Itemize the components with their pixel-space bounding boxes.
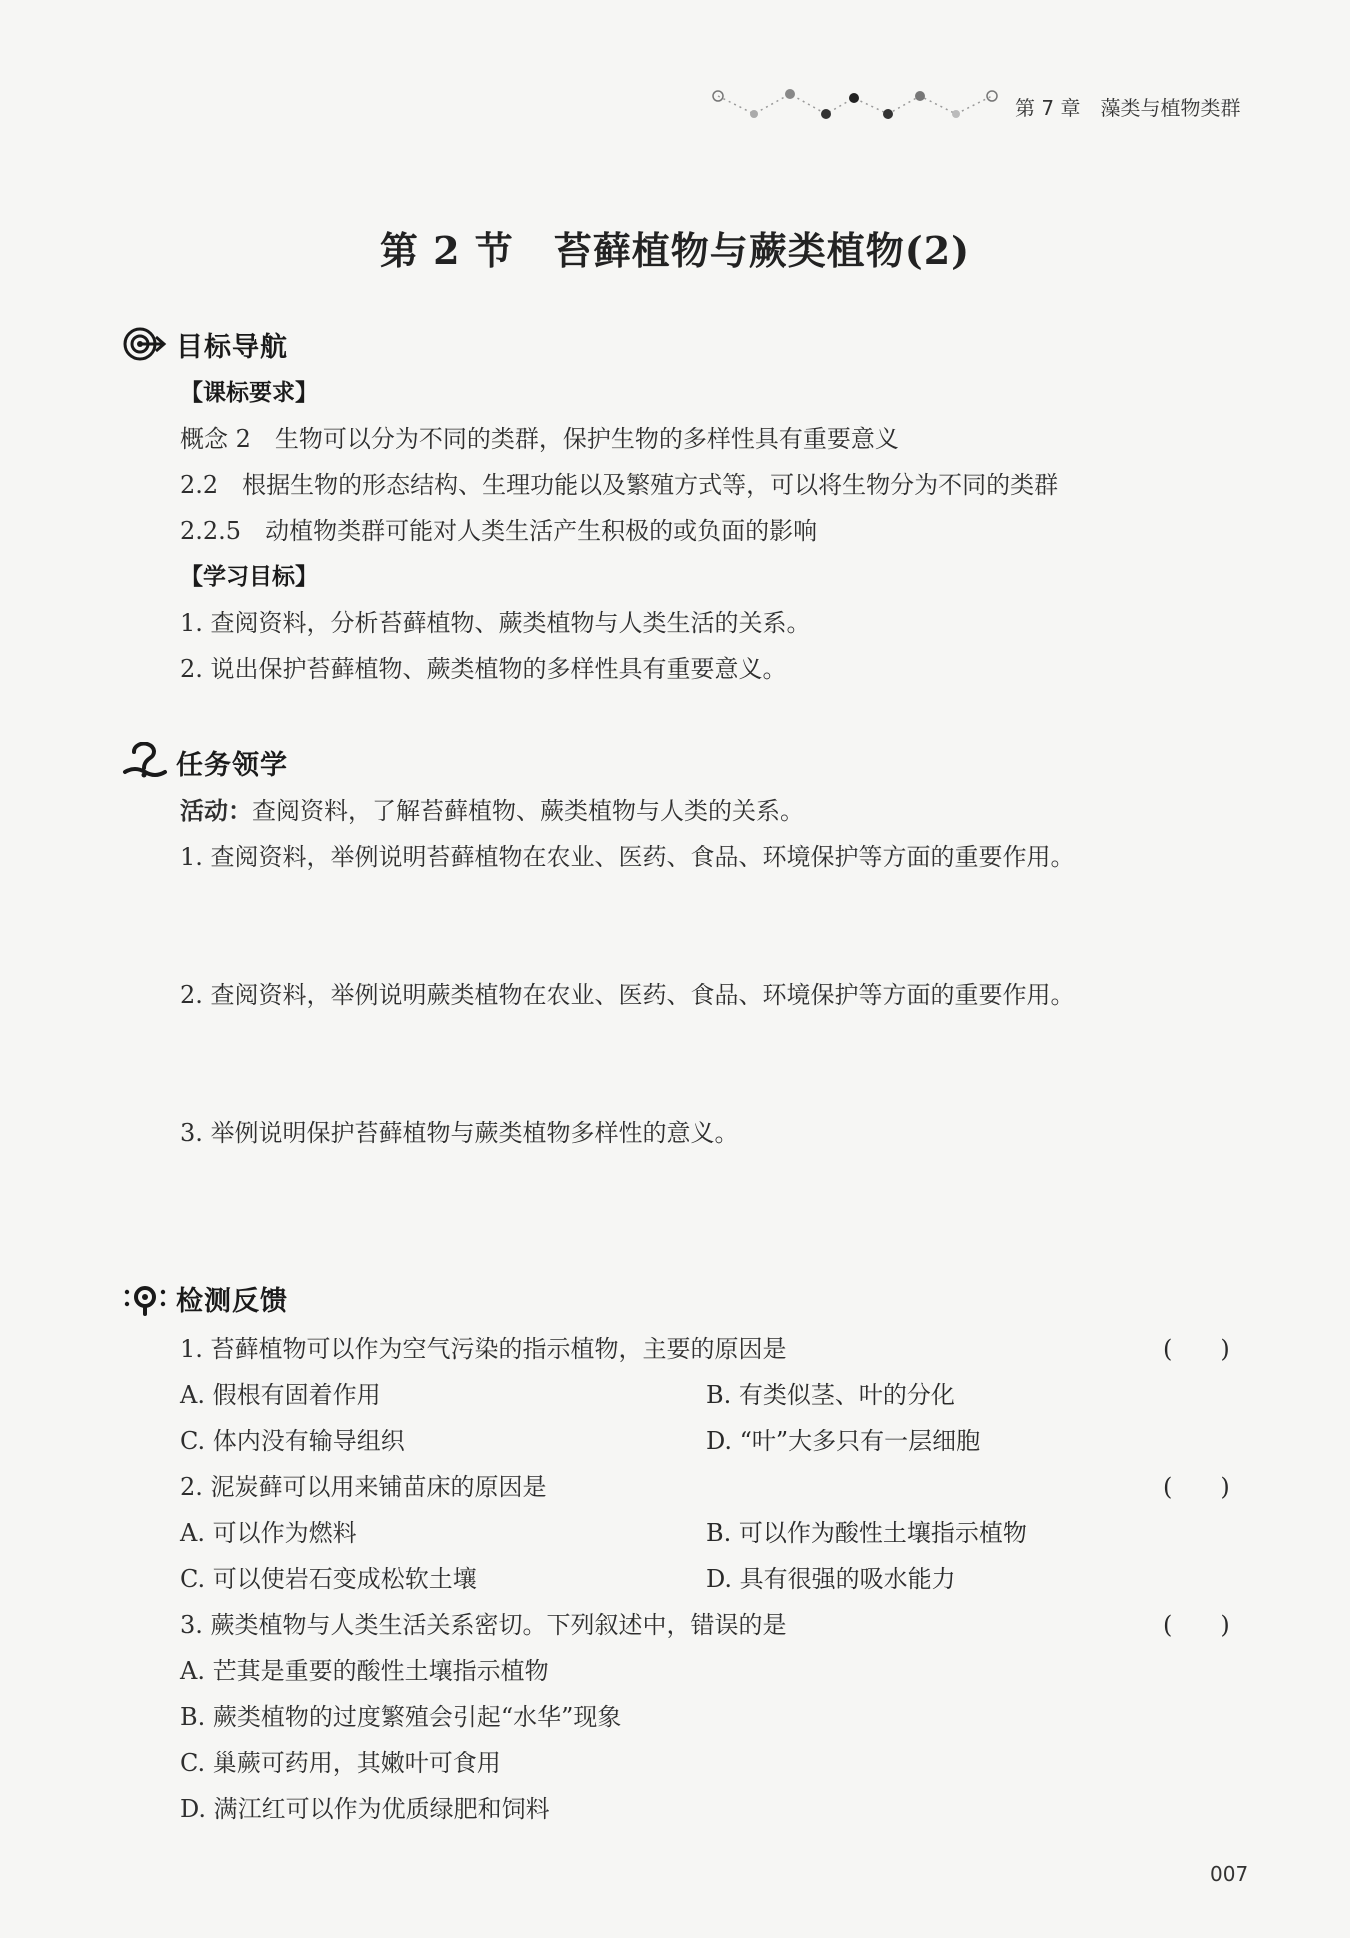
task-label: 任务领学	[176, 749, 288, 781]
question-3-option-c: C. 巢蕨可药用，其嫩叶可食用	[180, 1749, 501, 1777]
feedback-heading	[122, 1276, 288, 1320]
question-3-answer-blank: ( )	[1163, 1611, 1230, 1639]
page-header	[710, 86, 1250, 126]
magnifier-icon	[122, 1278, 168, 1318]
activity-line	[180, 796, 804, 826]
objectives-label: 【学习目标】	[180, 564, 318, 590]
page-number: 007	[1210, 1862, 1249, 1886]
task-icon	[122, 742, 168, 782]
question-1-option-d: D. “叶”大多只有一层细胞	[706, 1427, 981, 1455]
activity-prefix: 活动：	[180, 797, 252, 825]
question-3-option-a: A. 芒萁是重要的酸性土壤指示植物	[180, 1657, 549, 1685]
question-2-option-d: D. 具有很强的吸水能力	[706, 1565, 956, 1593]
curriculum-line-3: 2.2.5 动植物类群可能对人类生活产生积极的或负面的影响	[180, 517, 818, 545]
feedback-label: 检测反馈	[176, 1285, 288, 1317]
chapter-title: 藻类与植物类群	[1100, 96, 1241, 120]
question-3-option-b: B. 蕨类植物的过度繁殖会引起“水华”现象	[180, 1703, 622, 1731]
curriculum-label: 【课标要求】	[180, 380, 318, 406]
question-2-option-c: C. 可以使岩石变成松软土壤	[180, 1565, 477, 1593]
question-2-option-a: A. 可以作为燃料	[180, 1519, 357, 1547]
question-2-stem: 2. 泥炭藓可以用来铺苗床的原因是	[180, 1473, 547, 1501]
objective-2: 2. 说出保护苔藓植物、蕨类植物的多样性具有重要意义。	[180, 655, 787, 683]
question-2-answer-blank: ( )	[1163, 1473, 1230, 1501]
goal-nav-label: 目标导航	[176, 331, 288, 363]
objective-1: 1. 查阅资料，分析苔藓植物、蕨类植物与人类生活的关系。	[180, 609, 811, 637]
activity-text: 查阅资料，了解苔藓植物、蕨类植物与人类的关系。	[252, 797, 804, 825]
header-text	[1015, 92, 1260, 121]
task-item-1: 1. 查阅资料，举例说明苔藓植物在农业、医药、食品、环境保护等方面的重要作用。	[180, 843, 1075, 871]
target-icon	[122, 324, 168, 364]
goal-nav-heading	[122, 322, 288, 366]
question-1-stem: 1. 苔藓植物可以作为空气污染的指示植物，主要的原因是	[180, 1335, 787, 1363]
section-name: 苔藓植物与蕨类植物(2)	[553, 228, 971, 273]
question-3-option-d: D. 满江红可以作为优质绿肥和饲料	[180, 1795, 550, 1823]
chapter-number: 第 7 章	[1015, 96, 1081, 120]
task-item-3: 3. 举例说明保护苔藓植物与蕨类植物多样性的意义。	[180, 1119, 739, 1147]
question-3-stem: 3. 蕨类植物与人类生活关系密切。下列叙述中，错误的是	[180, 1611, 787, 1639]
curriculum-line-2: 2.2 根据生物的形态结构、生理功能以及繁殖方式等，可以将生物分为不同的类群	[180, 471, 1059, 499]
question-1-option-a: A. 假根有固着作用	[180, 1381, 381, 1409]
question-1-option-c: C. 体内没有输导组织	[180, 1427, 405, 1455]
question-2-option-b: B. 可以作为酸性土壤指示植物	[706, 1519, 1027, 1547]
question-1-answer-blank: ( )	[1163, 1335, 1230, 1363]
task-item-2: 2. 查阅资料，举例说明蕨类植物在农业、医药、食品、环境保护等方面的重要作用。	[180, 981, 1075, 1009]
task-heading	[122, 740, 288, 784]
decorative-dots-icon	[710, 86, 1010, 126]
section-number: 第 2 节	[379, 228, 514, 273]
curriculum-line-1: 概念 2 生物可以分为不同的类群，保护生物的多样性具有重要意义	[180, 425, 899, 453]
section-title	[0, 220, 1350, 275]
question-1-option-b: B. 有类似茎、叶的分化	[706, 1381, 955, 1409]
